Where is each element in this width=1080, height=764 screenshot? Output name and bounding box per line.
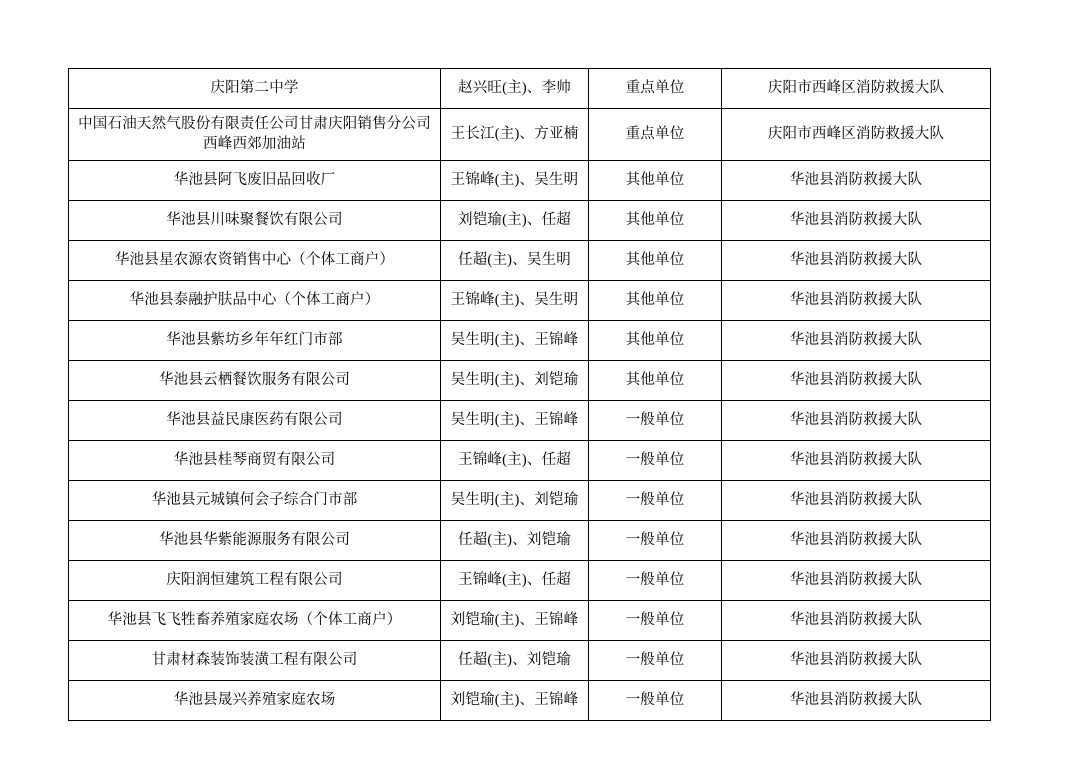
- cell-unit-name: 华池县晟兴养殖家庭农场: [69, 681, 441, 721]
- cell-brigade: 华池县消防救援大队: [722, 481, 991, 521]
- cell-inspectors: 任超(主)、吴生明: [441, 241, 589, 281]
- cell-category: 一般单位: [589, 521, 722, 561]
- cell-brigade: 华池县消防救援大队: [722, 521, 991, 561]
- cell-brigade: 庆阳市西峰区消防救援大队: [722, 109, 991, 161]
- cell-unit-name: 庆阳润恒建筑工程有限公司: [69, 561, 441, 601]
- cell-category: 其他单位: [589, 321, 722, 361]
- cell-unit-name: 华池县紫坊乡年年红门市部: [69, 321, 441, 361]
- cell-brigade: 华池县消防救援大队: [722, 681, 991, 721]
- cell-unit-name: 华池县华紫能源服务有限公司: [69, 521, 441, 561]
- cell-inspectors: 吴生明(主)、王锦峰: [441, 401, 589, 441]
- cell-inspectors: 任超(主)、刘铠瑜: [441, 521, 589, 561]
- cell-category: 重点单位: [589, 69, 722, 109]
- cell-category: 其他单位: [589, 201, 722, 241]
- table-row: [69, 641, 991, 681]
- cell-inspectors: 吴生明(主)、王锦峰: [441, 321, 589, 361]
- cell-category: 一般单位: [589, 561, 722, 601]
- table-row: [69, 441, 991, 481]
- cell-category: 其他单位: [589, 161, 722, 201]
- cell-category: 一般单位: [589, 441, 722, 481]
- table-row: [69, 321, 991, 361]
- table-row: [69, 681, 991, 721]
- inspection-table-container: [68, 68, 990, 721]
- cell-category: 重点单位: [589, 109, 722, 161]
- table-row: [69, 521, 991, 561]
- cell-category: 一般单位: [589, 401, 722, 441]
- table-row: [69, 161, 991, 201]
- cell-inspectors: 吴生明(主)、刘铠瑜: [441, 361, 589, 401]
- cell-unit-name: 华池县泰融护肤品中心（个体工商户）: [69, 281, 441, 321]
- cell-inspectors: 赵兴旺(主)、李帅: [441, 69, 589, 109]
- table-row: [69, 601, 991, 641]
- table-row: [69, 361, 991, 401]
- cell-unit-name: 华池县星农源农资销售中心（个体工商户）: [69, 241, 441, 281]
- cell-category: 其他单位: [589, 241, 722, 281]
- table-row: [69, 401, 991, 441]
- cell-unit-name: 中国石油天然气股份有限责任公司甘肃庆阳销售分公司西峰西郊加油站: [69, 109, 441, 161]
- cell-brigade: 华池县消防救援大队: [722, 281, 991, 321]
- cell-brigade: 华池县消防救援大队: [722, 361, 991, 401]
- cell-unit-name: 华池县飞飞牲畜养殖家庭农场（个体工商户）: [69, 601, 441, 641]
- cell-unit-name: 华池县云栖餐饮服务有限公司: [69, 361, 441, 401]
- cell-category: 其他单位: [589, 281, 722, 321]
- cell-inspectors: 吴生明(主)、刘铠瑜: [441, 481, 589, 521]
- cell-category: 一般单位: [589, 681, 722, 721]
- cell-brigade: 华池县消防救援大队: [722, 601, 991, 641]
- cell-category: 一般单位: [589, 601, 722, 641]
- cell-inspectors: 任超(主)、刘铠瑜: [441, 641, 589, 681]
- cell-category: 一般单位: [589, 641, 722, 681]
- cell-brigade: 华池县消防救援大队: [722, 561, 991, 601]
- cell-brigade: 华池县消防救援大队: [722, 401, 991, 441]
- cell-inspectors: 刘铠瑜(主)、王锦峰: [441, 681, 589, 721]
- table-row: [69, 69, 991, 109]
- table-body: [69, 69, 991, 721]
- table-row: [69, 481, 991, 521]
- table-row: [69, 281, 991, 321]
- cell-unit-name: 甘肃材森装饰装潢工程有限公司: [69, 641, 441, 681]
- cell-brigade: 华池县消防救援大队: [722, 161, 991, 201]
- cell-inspectors: 王锦峰(主)、吴生明: [441, 161, 589, 201]
- table-row: [69, 201, 991, 241]
- cell-brigade: 华池县消防救援大队: [722, 441, 991, 481]
- table-row: [69, 109, 991, 161]
- cell-unit-name: 华池县元城镇何会子综合门市部: [69, 481, 441, 521]
- cell-brigade: 庆阳市西峰区消防救援大队: [722, 69, 991, 109]
- cell-inspectors: 刘铠瑜(主)、任超: [441, 201, 589, 241]
- cell-inspectors: 王锦峰(主)、吴生明: [441, 281, 589, 321]
- cell-brigade: 华池县消防救援大队: [722, 241, 991, 281]
- cell-inspectors: 王长江(主)、方亚楠: [441, 109, 589, 161]
- cell-inspectors: 王锦峰(主)、任超: [441, 441, 589, 481]
- cell-inspectors: 刘铠瑜(主)、王锦峰: [441, 601, 589, 641]
- cell-inspectors: 王锦峰(主)、任超: [441, 561, 589, 601]
- cell-brigade: 华池县消防救援大队: [722, 641, 991, 681]
- table-row: [69, 561, 991, 601]
- cell-unit-name: 华池县桂琴商贸有限公司: [69, 441, 441, 481]
- inspection-table: [68, 68, 991, 721]
- table-row: [69, 241, 991, 281]
- cell-brigade: 华池县消防救援大队: [722, 321, 991, 361]
- cell-unit-name: 华池县益民康医药有限公司: [69, 401, 441, 441]
- cell-category: 其他单位: [589, 361, 722, 401]
- cell-unit-name: 华池县阿飞废旧品回收厂: [69, 161, 441, 201]
- cell-category: 一般单位: [589, 481, 722, 521]
- cell-unit-name: 庆阳第二中学: [69, 69, 441, 109]
- cell-brigade: 华池县消防救援大队: [722, 201, 991, 241]
- cell-unit-name: 华池县川味聚餐饮有限公司: [69, 201, 441, 241]
